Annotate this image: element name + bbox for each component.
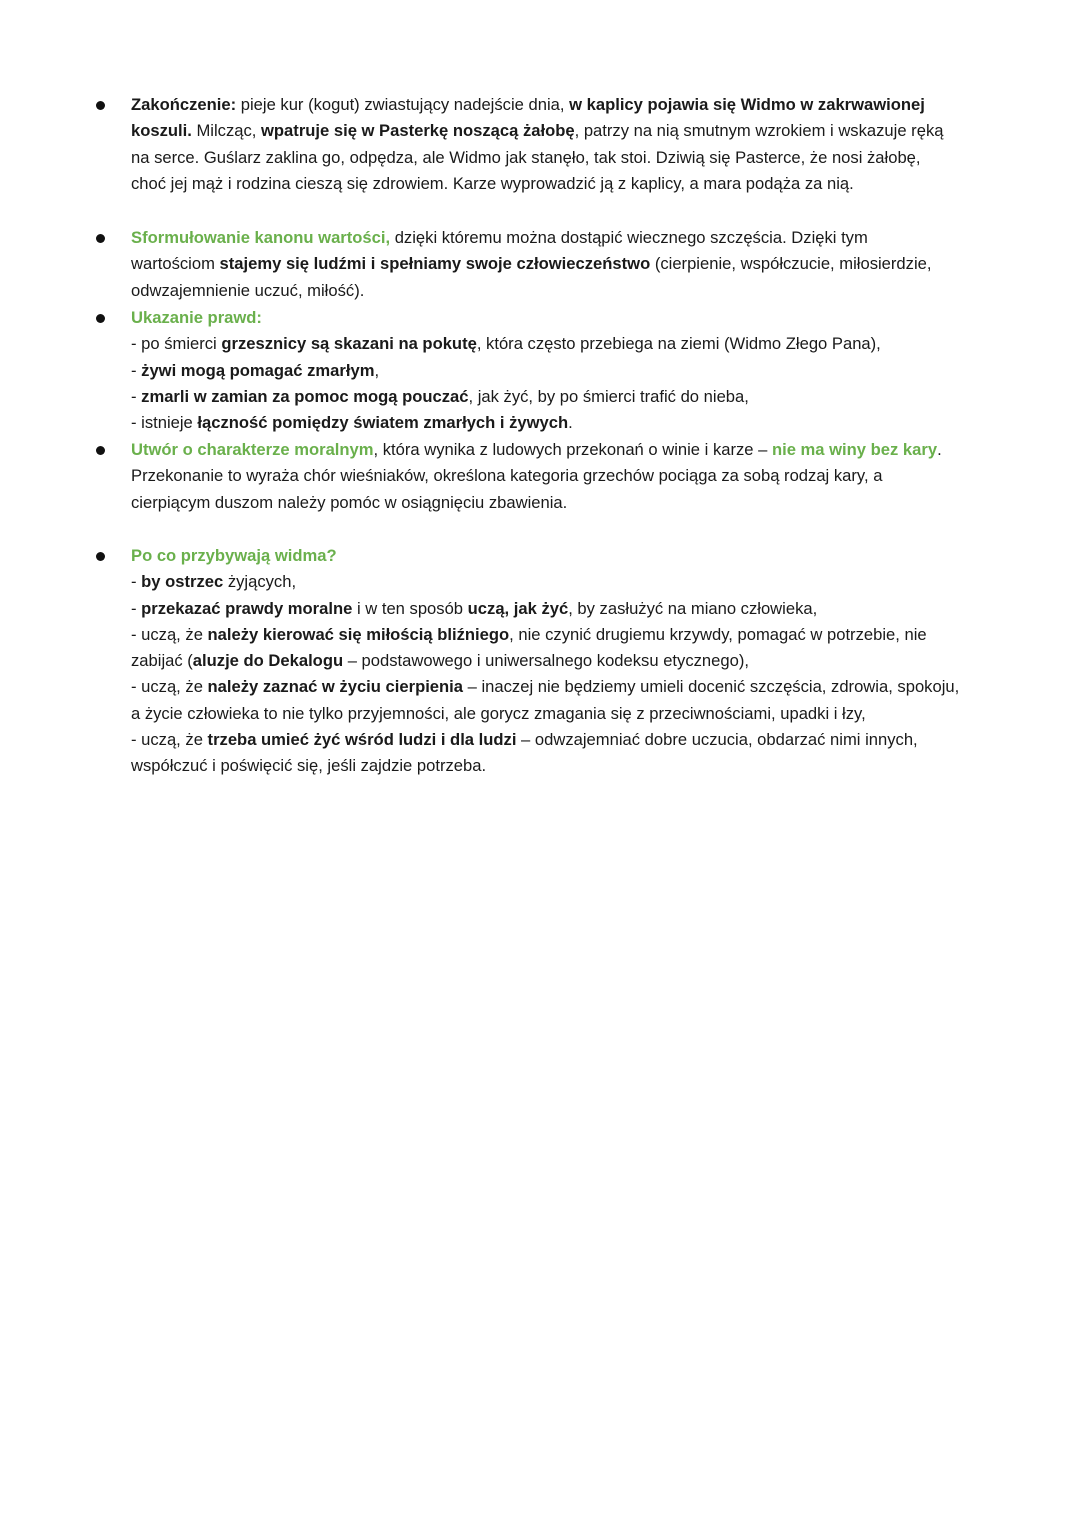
text-line <box>131 648 959 674</box>
text-run: - uczą, że <box>131 730 208 750</box>
paragraph-text <box>131 305 881 436</box>
bullet-icon <box>96 552 105 561</box>
text-line <box>131 463 942 489</box>
bold-text: stajemy się ludźmi i spełniamy swoje człowieczeństwo <box>219 254 651 274</box>
text-run: - <box>131 360 142 380</box>
text-run: pieje kur (kogut) zwiastujący nadejście dnia, <box>236 95 570 114</box>
text-run: - uczą, że <box>131 677 208 697</box>
text-run: , <box>374 360 380 380</box>
bullet-item-values-canon <box>0 225 991 304</box>
text-run: (cierpienie, współczucie, miłosierdzie, <box>650 254 932 274</box>
paragraph-text <box>131 225 931 304</box>
text-line <box>131 92 943 118</box>
text-line <box>131 251 931 277</box>
text-line <box>131 358 881 384</box>
text-run: i w ten sposób <box>352 598 468 618</box>
bold-text: w kaplicy pojawia się Widmo w zakrwawionej <box>569 95 925 114</box>
bold-text: łączność pomiędzy światem zmarłych i żywych <box>197 413 569 433</box>
text-run: - istnieje <box>131 413 198 433</box>
text-line <box>131 596 959 622</box>
highlight-text: Utwór o charakterze moralnym <box>131 440 374 459</box>
bullet-icon <box>96 101 105 110</box>
bullet-item-truths <box>0 305 941 436</box>
paragraph-text <box>131 437 942 516</box>
text-run: na serce. Guślarz zaklina go, odpędza, ale Widmo jak stanęło, tak stoi. Dziwią się Pasterce, że nosi żałobę, <box>131 147 921 167</box>
text-run: odwzajemnienie uczuć, miłość). <box>131 280 365 300</box>
bold-text: należy kierować się miłością bliźniego <box>207 624 510 644</box>
bullet-item-moral-work <box>0 437 1002 516</box>
text-run: , która wynika z ludowych przekonań o winie i karze – <box>373 440 772 459</box>
text-run: . <box>937 440 942 459</box>
text-run: wartościom <box>131 254 220 274</box>
bold-text: żywi mogą pomagać zmarłym <box>141 360 375 380</box>
bold-text: zmarli w zamian za pomoc mogą pouczać <box>141 386 469 406</box>
text-run: - uczą, że <box>131 624 208 644</box>
text-run: – odwzajemniać dobre uczucia, obdarzać nimi innych, <box>516 730 918 750</box>
text-line <box>131 701 959 727</box>
text-run: , nie czynić drugiemu krzywdy, pomagać w potrzebie, nie <box>509 624 927 644</box>
bold-text: uczą, jak żyć <box>467 598 569 618</box>
text-line <box>131 171 943 197</box>
text-run: - <box>131 386 142 406</box>
bold-text: Zakończenie: <box>131 95 237 114</box>
text-run: - <box>131 598 142 618</box>
text-run: - po śmierci <box>131 334 222 354</box>
text-line <box>131 674 959 700</box>
text-line <box>131 753 959 779</box>
bullet-icon <box>96 314 105 323</box>
text-run: – inaczej nie będziemy umieli docenić szczęścia, zdrowia, spokoju, <box>463 677 960 697</box>
highlight-text: Po co przybywają widma? <box>131 546 337 565</box>
bold-text: należy zaznać w życiu cierpienia <box>207 677 464 697</box>
text-run: , jak żyć, by po śmierci trafić do nieba, <box>468 386 749 406</box>
text-run: choć jej mąż i rodzina cieszą się zdrowiem. Karze wyprowadzić ją z kaplicy, a mara podąża za nią. <box>131 173 854 193</box>
text-run: , która często przebiega na ziemi (Widmo Złego Pana), <box>476 334 881 354</box>
paragraph-text <box>131 92 943 197</box>
text-run: – podstawowego i uniwersalnego kodeksu etycznego), <box>343 651 749 671</box>
text-line <box>131 305 881 331</box>
text-line <box>131 490 942 516</box>
highlight-text: Sformułowanie kanonu wartości, <box>131 228 391 247</box>
text-line <box>131 118 943 144</box>
text-run: zabijać ( <box>131 651 193 671</box>
bold-text: grzesznicy są skazani na pokutę <box>221 334 477 354</box>
text-run: a życie człowieka to nie tylko przyjemności, ale gorycz zmagania się z przeciwnościami, upadki i łzy, <box>131 703 866 723</box>
bullet-item-why-ghosts <box>0 543 1019 780</box>
text-run: Milcząc, <box>191 121 262 141</box>
highlight-text: Ukazanie prawd: <box>131 308 262 327</box>
bold-text: trzeba umieć żyć wśród ludzi i dla ludzi <box>207 730 517 750</box>
text-run: , patrzy na nią smutnym wzrokiem i wskazuje ręką <box>574 121 944 141</box>
text-line <box>131 543 959 569</box>
bullet-icon <box>96 446 105 455</box>
text-run: dzięki któremu można dostąpić wiecznego szczęścia. Dzięki tym <box>390 228 868 247</box>
text-run: Przekonanie to wyraża chór wieśniaków, określona kategoria grzechów pociąga za sobą rodzaj kary, a <box>131 466 883 486</box>
text-line <box>131 145 943 171</box>
bullet-icon <box>96 234 105 243</box>
text-run: - <box>131 572 142 592</box>
bold-text: wpatruje się w Pasterkę noszącą żałobę <box>261 121 575 141</box>
text-line <box>131 622 959 648</box>
text-run: , by zasłużyć na miano człowieka, <box>568 598 818 618</box>
text-line <box>131 727 959 753</box>
text-run: . <box>568 413 573 433</box>
text-line <box>131 331 881 357</box>
text-line <box>131 437 942 463</box>
text-run: cierpiącym duszom należy pomóc w osiągnięciu zbawienia. <box>131 492 568 512</box>
bold-text: przekazać prawdy moralne <box>141 598 353 618</box>
bold-text: koszuli. <box>131 121 192 141</box>
paragraph-text <box>131 543 959 780</box>
text-line <box>131 569 959 595</box>
text-run: żyjących, <box>223 572 297 592</box>
text-line <box>131 384 881 410</box>
text-line <box>131 278 931 304</box>
bold-text: by ostrzec <box>141 572 224 592</box>
bold-text: aluzje do Dekalogu <box>192 651 344 671</box>
text-run: współczuć i poświęcić się, jeśli zajdzie potrzeba. <box>131 756 487 776</box>
bullet-item-ending <box>0 92 1003 197</box>
highlight-text: nie ma winy bez kary <box>771 440 938 459</box>
text-line <box>131 410 881 436</box>
text-line <box>131 225 931 251</box>
